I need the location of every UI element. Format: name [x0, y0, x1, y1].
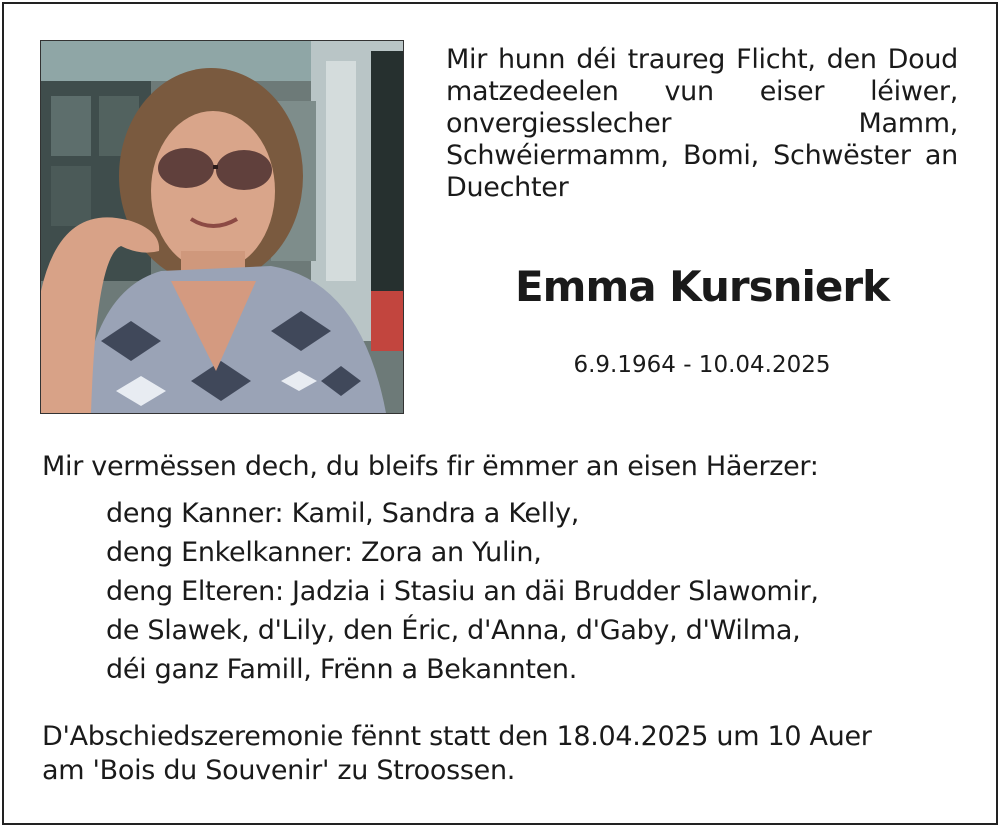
- survivors-list: [106, 494, 956, 689]
- ceremony-line: am 'Bois du Souvenir' zu Stroossen.: [42, 755, 516, 786]
- list-item: déi ganz Famill, Frënn a Bekannten.: [106, 654, 578, 685]
- deceased-name: Emma Kursnierk: [514, 262, 890, 311]
- life-dates: 6.9.1964 - 10.04.2025: [573, 352, 831, 378]
- remember-line: Mir vermëssen dech, du bleifs fir ëmmer an eisen Häerzer:: [42, 451, 819, 482]
- list-item: deng Enkelkanner: Zora an Yulin,: [106, 537, 542, 568]
- portrait-photo: [40, 40, 404, 414]
- list-item: de Slawek, d'Lily, den Éric, d'Anna, d'Gaby, d'Wilma,: [106, 615, 801, 646]
- list-item: deng Elteren: Jadzia i Stasiu an däi Brudder Slawomir,: [106, 576, 819, 607]
- ceremony-line: D'Abschiedszeremonie fënnt statt den 18.04.2025 um 10 Auer: [42, 721, 872, 752]
- list-item: deng Kanner: Kamil, Sandra a Kelly,: [106, 498, 580, 529]
- ceremony-info: [42, 720, 962, 788]
- intro-text: Mir hunn déi traureg Flicht, den Doud matzedeelen vun eiser léiwer, onvergiesslecher Mamm, Schwéiermamm, Bomi, Schwëster an Duechter: [446, 44, 958, 203]
